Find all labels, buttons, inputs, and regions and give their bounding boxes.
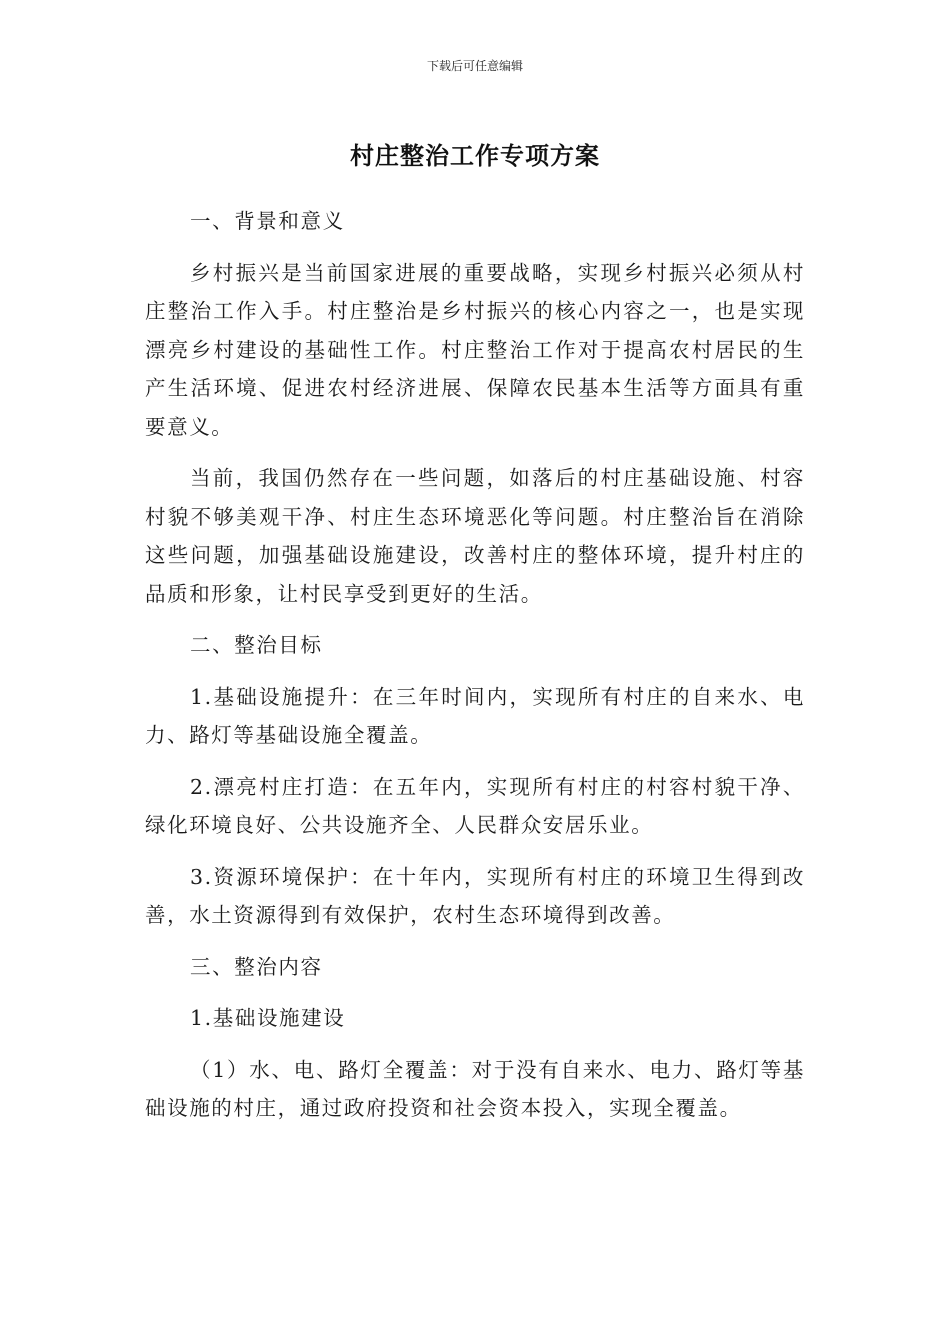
section-heading-goals: 二、整治目标 (190, 633, 323, 657)
goal-item-2: 2.漂亮村庄打造：在五年内，实现所有村庄的村容村貌干净、绿化环境良好、公共设施齐全、人民群众安居乐业。 (145, 774, 805, 837)
goal-item-1: 1.基础设施提升：在三年时间内，实现所有村庄的自来水、电力、路灯等基础设施全覆盖。 (145, 684, 805, 747)
paragraph-background-2: 当前，我国仍然存在一些问题，如落后的村庄基础设施、村容村貌不够美观干净、村庄生态环境恶化等问题。村庄整治旨在消除这些问题，加强基础设施建设，改善村庄的整体环境，提升村庄的品质和形象，让村民享受到更好的生活。 (145, 466, 805, 606)
content-item-1: （1）水、电、路灯全覆盖：对于没有自来水、电力、路灯等基础设施的村庄，通过政府投资和社会资本投入，实现全覆盖。 (145, 1057, 805, 1120)
document-body (145, 202, 805, 1141)
paragraph-background-1: 乡村振兴是当前国家进展的重要战略，实现乡村振兴必须从村庄整治工作入手。村庄整治是乡村振兴的核心内容之一，也是实现漂亮乡村建设的基础性工作。村庄整治工作对于提高农村居民的生产生活环境、促进农村经济进展、保障农民基本生活等方面具有重要意义。 (145, 260, 805, 439)
section-heading-background: 一、背景和意义 (190, 209, 345, 233)
document-title: 村庄整治工作专项方案 (350, 142, 600, 170)
goal-item-3: 3.资源环境保护：在十年内，实现所有村庄的环境卫生得到改善，水土资源得到有效保护，农村生态环境得到改善。 (145, 864, 805, 927)
section-heading-content: 三、整治内容 (190, 954, 323, 979)
header-note: 下载后可任意编辑 (426, 59, 523, 73)
subsection-heading-infrastructure: 1.基础设施建设 (190, 1006, 346, 1030)
